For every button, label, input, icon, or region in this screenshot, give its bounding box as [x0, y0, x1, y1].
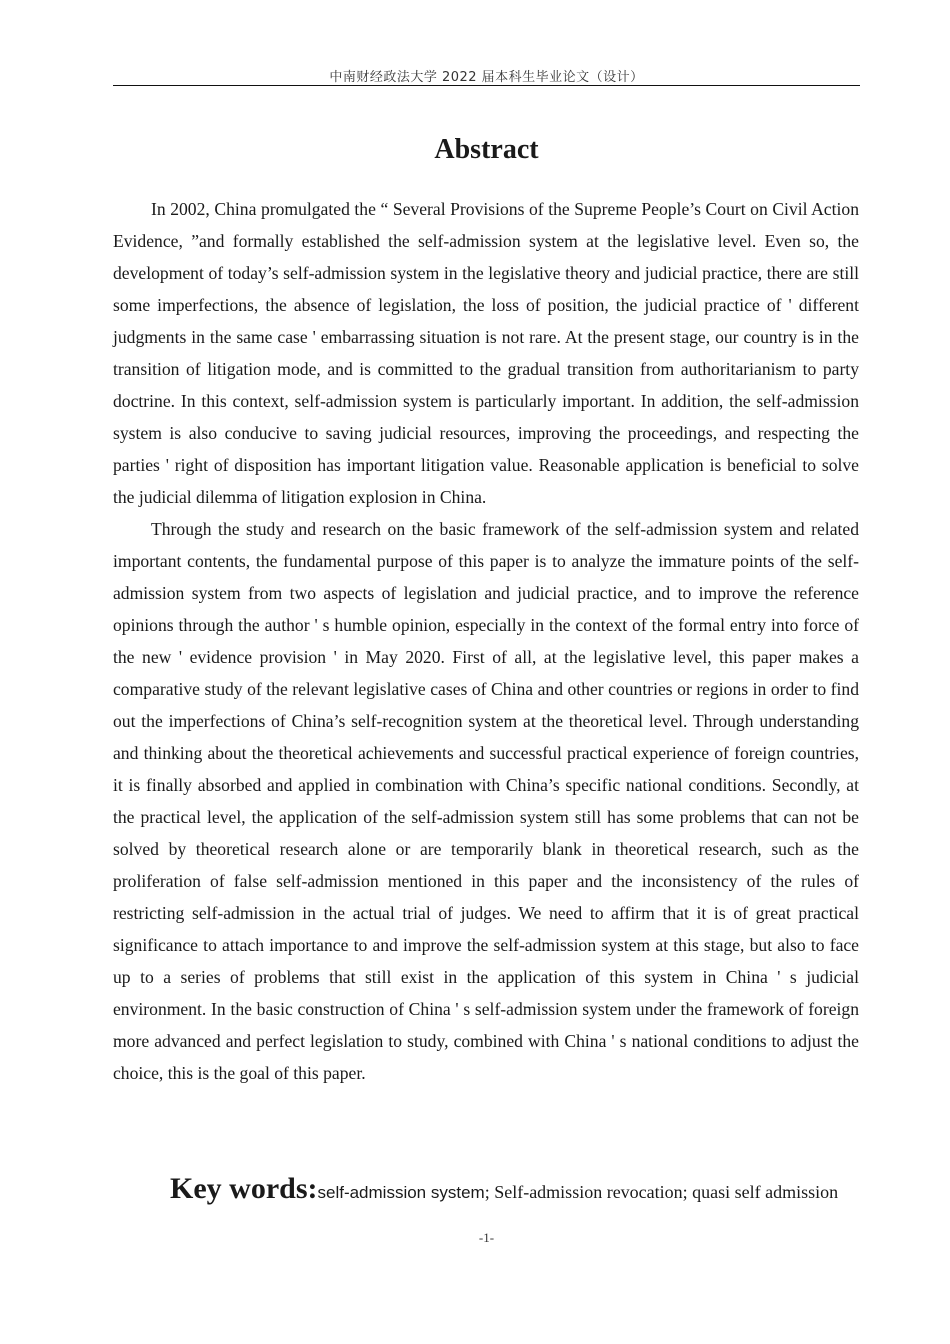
abstract-paragraph-2: Through the study and research on the basic framework of the self-admission system and related important contents, the fundamental purpose of this paper is to analyze the immature points of the self-admission system from two aspects of legislation and judicial practice, and to improve the reference opinions through the author ' s humble opinion, especially in the context of the formal entry into force of the new ' evidence provision ' in May 2020. First of all, at the legislative level, this paper makes a comparative study of the relevant legislative cases of China and other countries or regions in order to find out the imperfections of China’s self-recognition system at the theoretical level. Through understanding and thinking about the theoretical achievements and successful practical experience of foreign countries, it is finally absorbed and applied in combination with China’s specific national conditions. Secondly, at the practical level, the application of the self-admission system still has some problems that can not be solved by theoretical research alone or are temporarily blank in theoretical research, such as the proliferation of false self-admission mentioned in this paper and the inconsistency of the rules of restricting self-admission in the actual trial of judges. We need to affirm that it is of great practical significance to attach importance to and improve the self-admission system at this stage, but also to face up to a series of problems that still exist in the application of this system in China ' s judicial environment. In the basic construction of China ' s self-admission system under the framework of foreign more advanced and perfect legislation to study, combined with China ' s national conditions to adjust the choice, this is the goal of this paper. — [113, 519, 859, 1083]
keywords-label: Key words: — [170, 1172, 318, 1205]
keywords-line — [170, 1172, 870, 1206]
abstract-title: Abstract — [434, 134, 539, 165]
abstract-body — [113, 193, 859, 1089]
abstract-paragraph-1: In 2002, China promulgated the “ Several Provisions of the Supreme People’s Court on Civil Action Evidence, ”and formally established the self-admission system at the legislative level. Even so, the development of today’s self-admission system in the legislative theory and judicial practice, there are still some imperfections, the absence of legislation, the loss of position, the judicial practice of ' different judgments in the same case ' embarrassing situation is not rare. At the present stage, our country is in the transition of litigation mode, and is committed to the gradual transition from authoritarianism to party doctrine. In this context, self-admission system is particularly important. In addition, the self-admission system is also conducive to saving judicial resources, improving the proceedings, and respecting the parties ' right of disposition has important litigation value. Reasonable application is beneficial to solve the judicial dilemma of litigation explosion in China. — [113, 199, 859, 507]
keywords-rest: ; Self-admission revocation; quasi self admission — [484, 1182, 839, 1202]
page-number: -1- — [478, 1230, 495, 1245]
keyword-self-admission-system: self-admission system — [317, 1183, 485, 1202]
running-header: 中南财经政法大学 2022 届本科生毕业论文（设计） — [329, 70, 644, 85]
header-rule — [113, 85, 860, 86]
